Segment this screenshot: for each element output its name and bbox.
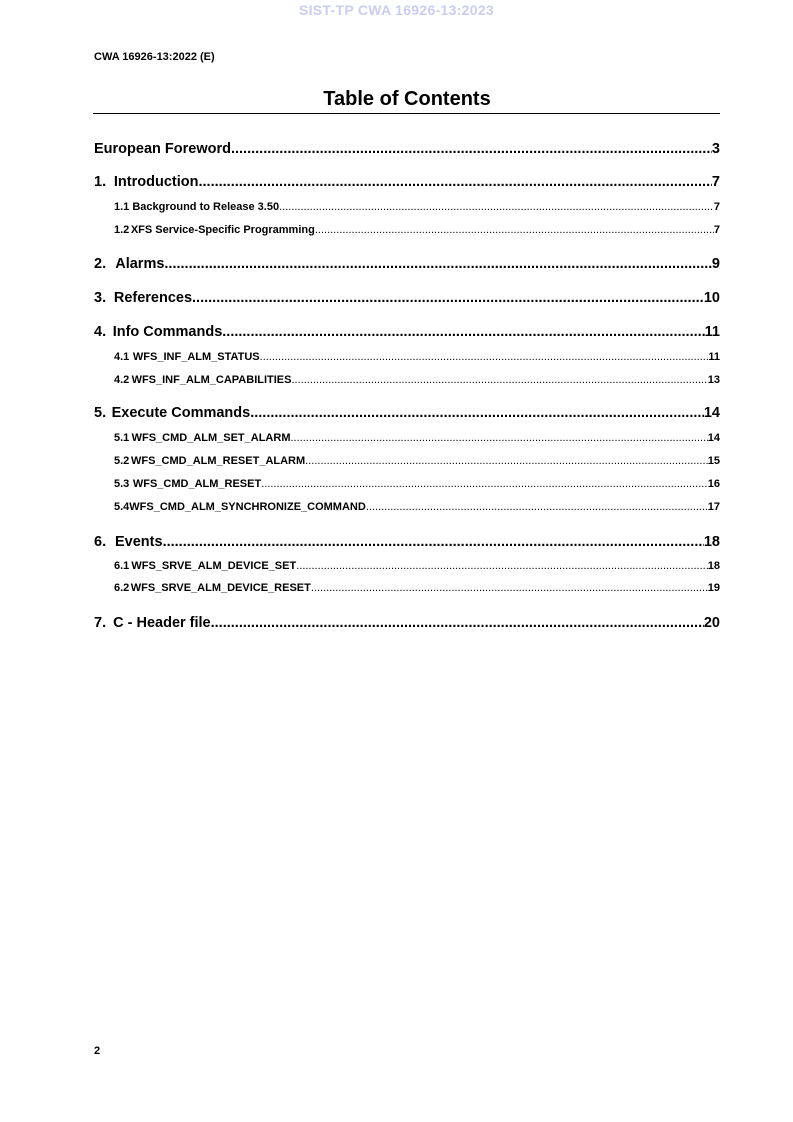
toc-entry-label: European Foreword <box>94 141 231 157</box>
toc-entry[interactable] <box>94 582 720 594</box>
toc-entry[interactable] <box>94 351 720 363</box>
toc-entry-label: XFS Service-Specific Programming <box>130 224 315 236</box>
toc-entry-page: 7 <box>713 201 720 213</box>
document-header: CWA 16926-13:2022 (E) <box>94 51 215 63</box>
toc-dot-leader <box>164 256 712 272</box>
toc-entry-label: Events <box>115 534 163 550</box>
toc-dot-leader <box>305 455 708 467</box>
toc-entry[interactable] <box>94 174 720 190</box>
page-title: Table of Contents <box>323 88 491 110</box>
toc-entry-page: 17 <box>707 501 720 513</box>
toc-entry-page: 15 <box>707 455 720 467</box>
toc-entry-page: 11 <box>708 351 720 363</box>
toc-entry-label: WFS_SRVE_ALM_DEVICE_RESET <box>130 582 311 594</box>
toc-entry-label: WFS_INF_ALM_STATUS <box>132 351 260 363</box>
toc-entry[interactable] <box>94 432 720 444</box>
toc-entry-page: 9 <box>711 256 720 272</box>
toc-entry[interactable] <box>94 256 720 272</box>
toc-entry-page: 16 <box>707 478 720 490</box>
toc-entry-page: 13 <box>707 374 720 386</box>
toc-entry-number: 4.1 <box>114 351 130 363</box>
toc-entry[interactable] <box>94 374 720 386</box>
toc-entry[interactable] <box>94 201 720 213</box>
toc-entry-page: 10 <box>703 290 720 306</box>
toc-entry[interactable] <box>94 455 720 467</box>
toc-entry[interactable] <box>94 501 720 513</box>
toc-entry[interactable] <box>94 141 720 157</box>
toc-entry[interactable] <box>94 534 720 550</box>
toc-entry[interactable] <box>94 324 720 340</box>
toc-entry-page: 7 <box>713 224 720 236</box>
toc-entry-number: 5.3 <box>114 478 130 490</box>
toc-entry-label: WFS_INF_ALM_CAPABILITIES <box>131 374 292 386</box>
toc-entry-page: 19 <box>707 582 720 594</box>
watermark: SIST-TP CWA 16926-13:2023 <box>298 2 495 18</box>
toc-entry-number: 6. <box>94 534 107 550</box>
toc-entry-number: 5.2 <box>114 455 130 467</box>
toc-dot-leader <box>231 141 712 157</box>
toc-entry-label: Alarms <box>115 256 165 272</box>
toc-entry[interactable] <box>94 224 720 236</box>
toc-dot-leader <box>222 324 704 340</box>
toc-entry-number: 3. <box>94 290 107 306</box>
title-divider <box>93 113 720 114</box>
toc-entry-number: 2. <box>94 256 107 272</box>
toc-entry-page: 14 <box>707 432 720 444</box>
toc-entry-page: 14 <box>703 405 720 421</box>
toc-entry-number: 1. <box>94 174 107 190</box>
toc-dot-leader <box>261 478 708 490</box>
toc-entry-label: C - Header file <box>113 615 211 631</box>
toc-dot-leader <box>211 615 704 631</box>
toc-entry-label: Execute Commands <box>111 405 251 421</box>
toc-entry-number: 5.1 <box>114 432 130 444</box>
toc-entry-label: WFS_CMD_ALM_SET_ALARM <box>131 432 291 444</box>
toc-entry-page: 20 <box>703 615 720 631</box>
toc-entry-page: 3 <box>711 141 720 157</box>
toc-entry-page: 18 <box>703 534 720 550</box>
toc-entry-label: References <box>113 290 193 306</box>
toc-entry-page: 11 <box>704 324 720 340</box>
toc-dot-leader <box>163 534 704 550</box>
toc-entry[interactable] <box>94 560 720 572</box>
toc-dot-leader <box>366 501 708 513</box>
toc-entry-label: Background to Release 3.50 <box>132 201 280 213</box>
toc-entry-page: 7 <box>711 174 720 190</box>
toc-entry-number: 1.1 <box>114 201 130 213</box>
toc-entry-number: 4.2 <box>114 374 130 386</box>
toc-entry[interactable] <box>94 478 720 490</box>
toc-entry-number: 5.4 <box>114 501 130 513</box>
toc-dot-leader <box>279 201 714 213</box>
toc-entry-label: WFS_SRVE_ALM_DEVICE_SET <box>131 560 297 572</box>
toc-entry-label: WFS_CMD_ALM_SYNCHRONIZE_COMMAND <box>129 501 366 513</box>
page-number: 2 <box>94 1045 101 1057</box>
toc-dot-leader <box>291 432 708 444</box>
toc-dot-leader <box>291 374 707 386</box>
toc-dot-leader <box>198 174 711 190</box>
toc-dot-leader <box>296 560 708 572</box>
toc-dot-leader <box>260 351 709 363</box>
toc-entry-page: 18 <box>707 560 720 572</box>
toc-entry-number: 6.2 <box>114 582 130 594</box>
toc-entry-number: 6.1 <box>114 560 130 572</box>
toc-dot-leader <box>250 405 704 421</box>
toc-entry-number: 7. <box>94 615 107 631</box>
toc-entry-number: 5. <box>94 405 107 421</box>
toc-dot-leader <box>192 290 704 306</box>
toc-entry-number: 1.2 <box>114 224 130 236</box>
toc-entry-label: WFS_CMD_ALM_RESET_ALARM <box>130 455 306 467</box>
toc-entry[interactable] <box>94 290 720 306</box>
toc-entry-label: Introduction <box>113 174 199 190</box>
toc-dot-leader <box>315 224 714 236</box>
toc-entry[interactable] <box>94 615 720 631</box>
toc-entry-label: Info Commands <box>112 324 223 340</box>
toc-entry-label: WFS_CMD_ALM_RESET <box>132 478 262 490</box>
toc-entry-number: 4. <box>94 324 107 340</box>
toc-entry[interactable] <box>94 405 720 421</box>
toc-dot-leader <box>311 582 708 594</box>
